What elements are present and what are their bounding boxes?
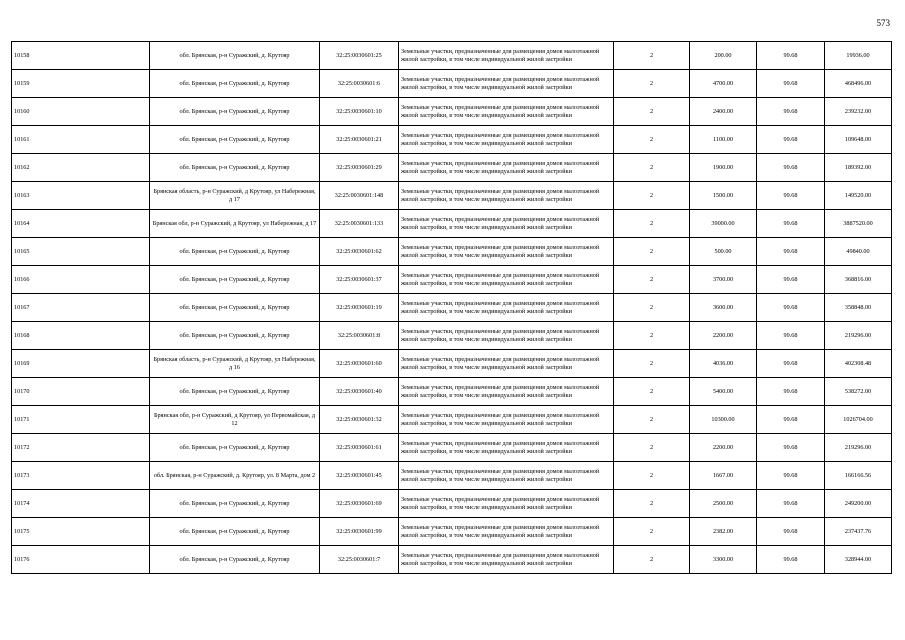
row-number-cell: 10167 xyxy=(12,294,150,322)
permitted-use-cell: Земельные участки, предназначенные для размещения домов малоэтажной жилой застройки, в том числе индивидуальной жилой застройки xyxy=(399,434,614,462)
rate-cell: 99.68 xyxy=(757,378,825,406)
rate-cell: 99.68 xyxy=(757,238,825,266)
address-cell: Брянская обл, р-н Суражский, д Крутояр, ул Набережная, д 17 xyxy=(150,210,320,238)
permitted-use-cell: Земельные участки, предназначенные для размещения домов малоэтажной жилой застройки, в том числе индивидуальной жилой застройки xyxy=(399,462,614,490)
cadastral-number-cell: 32:25:0030601:62 xyxy=(320,238,399,266)
permitted-use-cell: Земельные участки, предназначенные для размещения домов малоэтажной жилой застройки, в том числе индивидуальной жилой застройки xyxy=(399,406,614,434)
permitted-use-cell: Земельные участки, предназначенные для размещения домов малоэтажной жилой застройки, в том числе индивидуальной жилой застройки xyxy=(399,322,614,350)
cadastral-number-cell: 32:25:0030601:8 xyxy=(320,322,399,350)
area-cell: 4700.00 xyxy=(690,70,757,98)
row-number-cell: 10174 xyxy=(12,490,150,518)
rate-cell: 99.68 xyxy=(757,434,825,462)
rate-cell: 99.68 xyxy=(757,294,825,322)
area-cell: 2200.00 xyxy=(690,434,757,462)
address-cell: обл. Брянская, р-н Суражский, д. Крутояр xyxy=(150,490,320,518)
permitted-use-cell: Земельные участки, предназначенные для размещения домов малоэтажной жилой застройки, в том числе индивидуальной жилой застройки xyxy=(399,378,614,406)
row-number-cell: 10169 xyxy=(12,350,150,378)
table-row xyxy=(12,126,892,154)
cadastral-value-cell: 49840.00 xyxy=(825,238,892,266)
cadastral-value-cell: 249200.00 xyxy=(825,490,892,518)
address-cell: обл. Брянская, р-н Суражский, д. Крутояр xyxy=(150,42,320,70)
address-cell: обл. Брянская, р-н Суражский, д. Крутояр xyxy=(150,70,320,98)
category-cell: 2 xyxy=(614,546,690,574)
cadastral-value-cell: 358848.00 xyxy=(825,294,892,322)
row-number-cell: 10163 xyxy=(12,182,150,210)
address-cell: Брянская область, р-н Суражский, д Крутояр, ул Набережная, д 17 xyxy=(150,182,320,210)
row-number-cell: 10165 xyxy=(12,238,150,266)
table-row xyxy=(12,238,892,266)
cadastral-number-cell: 32:25:0030601:21 xyxy=(320,126,399,154)
area-cell: 1500.00 xyxy=(690,182,757,210)
cadastral-number-cell: 32:25:0030601:61 xyxy=(320,434,399,462)
permitted-use-cell: Земельные участки, предназначенные для размещения домов малоэтажной жилой застройки, в том числе индивидуальной жилой застройки xyxy=(399,350,614,378)
row-number-cell: 10168 xyxy=(12,322,150,350)
row-number-cell: 10172 xyxy=(12,434,150,462)
table-row xyxy=(12,266,892,294)
rate-cell: 99.68 xyxy=(757,350,825,378)
rate-cell: 99.68 xyxy=(757,322,825,350)
table-row xyxy=(12,518,892,546)
cadastral-number-cell: 32:25:0030601:6 xyxy=(320,70,399,98)
cadastral-number-cell: 32:25:0030601:133 xyxy=(320,210,399,238)
category-cell: 2 xyxy=(614,434,690,462)
area-cell: 1900.00 xyxy=(690,154,757,182)
table-row xyxy=(12,434,892,462)
category-cell: 2 xyxy=(614,294,690,322)
permitted-use-cell: Земельные участки, предназначенные для размещения домов малоэтажной жилой застройки, в том числе индивидуальной жилой застройки xyxy=(399,266,614,294)
permitted-use-cell: Земельные участки, предназначенные для размещения домов малоэтажной жилой застройки, в том числе индивидуальной жилой застройки xyxy=(399,126,614,154)
cadastral-value-cell: 19936.00 xyxy=(825,42,892,70)
area-cell: 2500.00 xyxy=(690,490,757,518)
table-row xyxy=(12,546,892,574)
row-number-cell: 10158 xyxy=(12,42,150,70)
cadastral-number-cell: 32:25:0030601:69 xyxy=(320,490,399,518)
address-cell: Брянская область, р-н Суражский, д Крутояр, ул Набережная, д 16 xyxy=(150,350,320,378)
address-cell: обл. Брянская, р-н Суражский, д. Крутояр xyxy=(150,434,320,462)
category-cell: 2 xyxy=(614,42,690,70)
table-row xyxy=(12,42,892,70)
category-cell: 2 xyxy=(614,98,690,126)
cadastral-number-cell: 32:25:0030601:148 xyxy=(320,182,399,210)
cadastral-number-cell: 32:25:0030601:25 xyxy=(320,42,399,70)
rate-cell: 99.68 xyxy=(757,518,825,546)
area-cell: 1100.00 xyxy=(690,126,757,154)
table-row xyxy=(12,462,892,490)
rate-cell: 99.68 xyxy=(757,210,825,238)
permitted-use-cell: Земельные участки, предназначенные для размещения домов малоэтажной жилой застройки, в том числе индивидуальной жилой застройки xyxy=(399,210,614,238)
table-row xyxy=(12,490,892,518)
cadastral-value-cell: 149520.00 xyxy=(825,182,892,210)
cadastral-number-cell: 32:25:0030601:99 xyxy=(320,518,399,546)
category-cell: 2 xyxy=(614,154,690,182)
address-cell: обл. Брянская, р-н Суражский, д. Крутояр xyxy=(150,238,320,266)
area-cell: 2382.00 xyxy=(690,518,757,546)
address-cell: обл. Брянская, р-н Суражский, д. Крутояр xyxy=(150,546,320,574)
cadastral-value-cell: 237437.76 xyxy=(825,518,892,546)
category-cell: 2 xyxy=(614,406,690,434)
table-row xyxy=(12,154,892,182)
permitted-use-cell: Земельные участки, предназначенные для размещения домов малоэтажной жилой застройки, в том числе индивидуальной жилой застройки xyxy=(399,546,614,574)
area-cell: 4036.00 xyxy=(690,350,757,378)
category-cell: 2 xyxy=(614,182,690,210)
table-row xyxy=(12,70,892,98)
area-cell: 5400.00 xyxy=(690,378,757,406)
category-cell: 2 xyxy=(614,210,690,238)
permitted-use-cell: Земельные участки, предназначенные для размещения домов малоэтажной жилой застройки, в том числе индивидуальной жилой застройки xyxy=(399,70,614,98)
area-cell: 1667.00 xyxy=(690,462,757,490)
row-number-cell: 10176 xyxy=(12,546,150,574)
cadastral-value-cell: 219296.00 xyxy=(825,434,892,462)
cadastral-value-cell: 368816.00 xyxy=(825,266,892,294)
area-cell: 2200.00 xyxy=(690,322,757,350)
row-number-cell: 10161 xyxy=(12,126,150,154)
table-row xyxy=(12,98,892,126)
area-cell: 3700.00 xyxy=(690,266,757,294)
area-cell: 3600.00 xyxy=(690,294,757,322)
cadastral-number-cell: 32:25:0030601:37 xyxy=(320,266,399,294)
rate-cell: 99.68 xyxy=(757,462,825,490)
category-cell: 2 xyxy=(614,350,690,378)
rate-cell: 99.68 xyxy=(757,42,825,70)
rate-cell: 99.68 xyxy=(757,154,825,182)
cadastral-number-cell: 32:25:0030601:45 xyxy=(320,462,399,490)
cadastral-number-cell: 32:25:0030601:40 xyxy=(320,378,399,406)
category-cell: 2 xyxy=(614,266,690,294)
area-cell: 2400.00 xyxy=(690,98,757,126)
permitted-use-cell: Земельные участки, предназначенные для размещения домов малоэтажной жилой застройки, в том числе индивидуальной жилой застройки xyxy=(399,154,614,182)
table-row xyxy=(12,406,892,434)
cadastral-value-cell: 109648.00 xyxy=(825,126,892,154)
permitted-use-cell: Земельные участки, предназначенные для размещения домов малоэтажной жилой застройки, в том числе индивидуальной жилой застройки xyxy=(399,518,614,546)
category-cell: 2 xyxy=(614,518,690,546)
address-cell: обл. Брянская, р-н Суражский, д. Крутояр xyxy=(150,294,320,322)
category-cell: 2 xyxy=(614,462,690,490)
table-body xyxy=(12,42,892,574)
rate-cell: 99.68 xyxy=(757,406,825,434)
cadastral-value-cell: 328944.00 xyxy=(825,546,892,574)
category-cell: 2 xyxy=(614,70,690,98)
cadastral-value-cell: 402308.48 xyxy=(825,350,892,378)
rate-cell: 99.68 xyxy=(757,182,825,210)
category-cell: 2 xyxy=(614,322,690,350)
row-number-cell: 10171 xyxy=(12,406,150,434)
cadastral-value-cell: 189392.00 xyxy=(825,154,892,182)
table-row xyxy=(12,182,892,210)
address-cell: обл. Брянская, р-н Суражский, д. Крутояр xyxy=(150,126,320,154)
address-cell: Брянская обл, р-н Суражский, д Крутояр, ул Первомайская, д 12 xyxy=(150,406,320,434)
cadastral-value-cell: 468496.00 xyxy=(825,70,892,98)
rate-cell: 99.68 xyxy=(757,546,825,574)
address-cell: обл. Брянская, р-н Суражский, д. Крутояр xyxy=(150,518,320,546)
permitted-use-cell: Земельные участки, предназначенные для размещения домов малоэтажной жилой застройки, в том числе индивидуальной жилой застройки xyxy=(399,42,614,70)
address-cell: обл. Брянская, р-н Суражский, д. Крутояр xyxy=(150,98,320,126)
cadastral-value-cell: 219296.00 xyxy=(825,322,892,350)
table-row xyxy=(12,210,892,238)
cadastral-value-cell: 538272.00 xyxy=(825,378,892,406)
address-cell: обл. Брянская, р-н Суражский, д. Крутояр xyxy=(150,154,320,182)
table-row xyxy=(12,322,892,350)
area-cell: 500.00 xyxy=(690,238,757,266)
row-number-cell: 10175 xyxy=(12,518,150,546)
rate-cell: 99.68 xyxy=(757,490,825,518)
address-cell: обл. Брянская, р-н Суражский, д. Крутояр, ул. 8 Марта, дом 2 xyxy=(150,462,320,490)
cadastral-value-cell: 1026704.00 xyxy=(825,406,892,434)
cadastral-number-cell: 32:25:0030601:19 xyxy=(320,294,399,322)
rate-cell: 99.68 xyxy=(757,126,825,154)
category-cell: 2 xyxy=(614,378,690,406)
cadastral-value-cell: 166166.56 xyxy=(825,462,892,490)
table-row xyxy=(12,378,892,406)
address-cell: обл. Брянская, р-н Суражский, д. Крутояр xyxy=(150,322,320,350)
row-number-cell: 10159 xyxy=(12,70,150,98)
area-cell: 3300.00 xyxy=(690,546,757,574)
table-row xyxy=(12,294,892,322)
row-number-cell: 10160 xyxy=(12,98,150,126)
cadastral-number-cell: 32:25:0030601:7 xyxy=(320,546,399,574)
row-number-cell: 10170 xyxy=(12,378,150,406)
address-cell: обл. Брянская, р-н Суражский, д. Крутояр xyxy=(150,378,320,406)
category-cell: 2 xyxy=(614,490,690,518)
rate-cell: 99.68 xyxy=(757,70,825,98)
cadastral-number-cell: 32:25:0030601:10 xyxy=(320,98,399,126)
area-cell: 10300.00 xyxy=(690,406,757,434)
category-cell: 2 xyxy=(614,238,690,266)
cadastral-number-cell: 32:25:0030601:32 xyxy=(320,406,399,434)
cadastral-number-cell: 32:25:0030601:29 xyxy=(320,154,399,182)
row-number-cell: 10162 xyxy=(12,154,150,182)
rate-cell: 99.68 xyxy=(757,98,825,126)
area-cell: 200.00 xyxy=(690,42,757,70)
permitted-use-cell: Земельные участки, предназначенные для размещения домов малоэтажной жилой застройки, в том числе индивидуальной жилой застройки xyxy=(399,182,614,210)
table-row xyxy=(12,350,892,378)
category-cell: 2 xyxy=(614,126,690,154)
permitted-use-cell: Земельные участки, предназначенные для размещения домов малоэтажной жилой застройки, в том числе индивидуальной жилой застройки xyxy=(399,294,614,322)
row-number-cell: 10164 xyxy=(12,210,150,238)
area-cell: 39000.00 xyxy=(690,210,757,238)
land-registry-table xyxy=(11,41,892,574)
cadastral-value-cell: 3887520.00 xyxy=(825,210,892,238)
row-number-cell: 10173 xyxy=(12,462,150,490)
page-number: 573 xyxy=(876,18,890,28)
cadastral-value-cell: 239232.00 xyxy=(825,98,892,126)
permitted-use-cell: Земельные участки, предназначенные для размещения домов малоэтажной жилой застройки, в том числе индивидуальной жилой застройки xyxy=(399,238,614,266)
permitted-use-cell: Земельные участки, предназначенные для размещения домов малоэтажной жилой застройки, в том числе индивидуальной жилой застройки xyxy=(399,490,614,518)
address-cell: обл. Брянская, р-н Суражский, д. Крутояр xyxy=(150,266,320,294)
rate-cell: 99.68 xyxy=(757,266,825,294)
cadastral-number-cell: 32:25:0030601:60 xyxy=(320,350,399,378)
permitted-use-cell: Земельные участки, предназначенные для размещения домов малоэтажной жилой застройки, в том числе индивидуальной жилой застройки xyxy=(399,98,614,126)
row-number-cell: 10166 xyxy=(12,266,150,294)
